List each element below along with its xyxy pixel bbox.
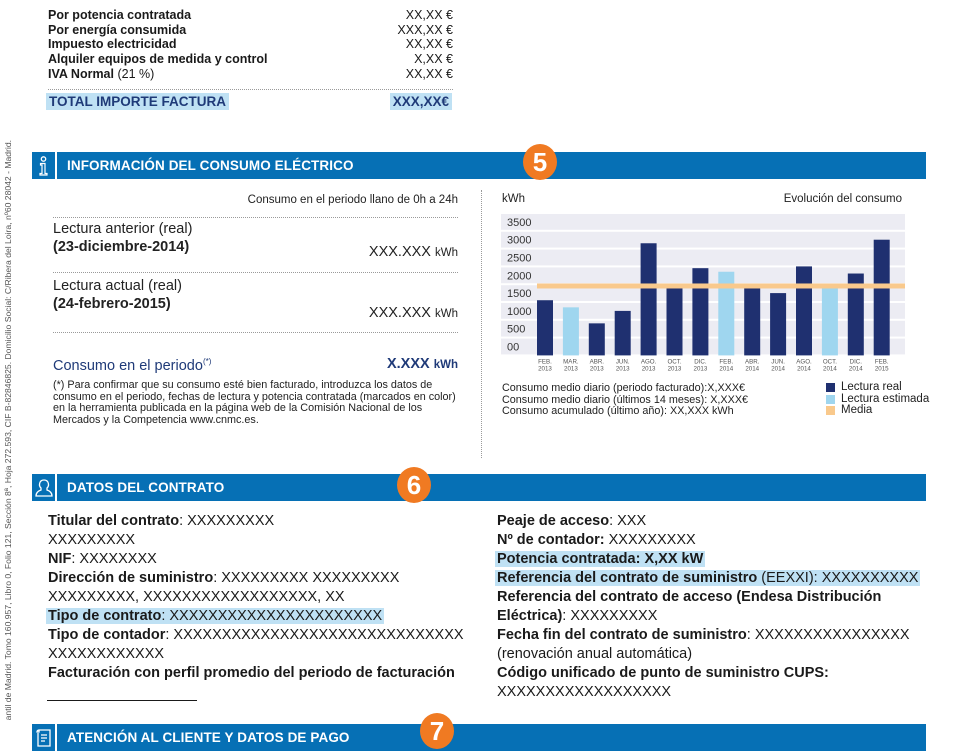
legend-item-real: Lectura real [826,382,929,394]
x-tick-label: MAR. 2013 [563,358,579,373]
chart-title: Evolución del consumo [783,193,902,205]
summary-label: Impuesto electricidad [48,37,177,51]
x-tick-label: JUN. 2014 [771,358,785,373]
summary-value: XX,XX € [405,67,453,81]
section-title: DATOS DEL CONTRATO [67,480,225,495]
summary-value: XX,XX € [405,37,453,51]
contract-field: XXXXXXXXXXXX [48,646,165,662]
stat-line: Consumo medio diario (periodo facturado):X,XXX€ [502,382,746,394]
y-tick-label: 2500 [507,252,532,265]
divider [47,700,197,701]
contract-field-highlighted: Potencia contratada: X,XX kW [497,551,704,567]
bar [822,288,838,356]
x-tick-label: ABR. 2014 [744,358,760,373]
section-header-consumo [57,152,926,179]
contract-field: Peaje de acceso: XXX [497,513,647,529]
x-tick-label: AGO. 2014 [796,358,812,373]
x-tick-label: DIC. 2013 [693,358,708,373]
contract-field: Facturación con perfil promedio del periodo de facturación [48,665,455,681]
receipt-icon [32,724,55,751]
summary-row [48,8,453,23]
step-badge: 6 [397,467,431,503]
grid-band [501,214,905,230]
x-tick-label: AGO. 2013 [640,358,657,373]
divider [53,332,458,333]
contract-field-highlighted: Tipo de contrato: XXXXXXXXXXXXXXXXXXXXXX [48,608,383,624]
consumption-chart [495,208,910,383]
section-header-atencion [57,724,926,751]
divider [53,272,458,273]
y-tick-label: 3000 [507,234,532,247]
user-icon [32,474,55,501]
summary-label: IVA Normal [48,67,114,81]
legend-swatch [826,395,835,404]
bar [770,293,786,355]
period-consumption-value: X.XXX kWh [386,356,458,372]
summary-label: Por potencia contratada [48,8,192,22]
contract-field-highlighted: Referencia del contrato de suministro (EEXXI): XXXXXXXXXX [497,570,919,586]
y-tick-label: 2000 [507,270,532,283]
divider [53,217,458,218]
bar [563,307,579,355]
chart-ylabel: kWh [502,193,525,205]
contract-field: Código unificado de punto de suministro CUPS: [497,665,829,681]
legend-item-media: Media [826,405,929,417]
summary-row [48,52,453,67]
legend-swatch [826,406,835,415]
y-tick-label: 500 [507,323,526,336]
step-badge: 5 [523,144,557,180]
bar [667,288,683,356]
average-line [537,283,905,288]
contract-field: XXXXXXXXXXXXXXXXXX [497,684,672,700]
summary-label: Por energía consumida [48,23,187,37]
period-note: Consumo en el periodo llano de 0h a 24h [247,194,458,206]
summary-value: X,XX € [414,52,453,66]
bar [874,240,890,356]
contract-field: Nº de contador: XXXXXXXXX [497,532,696,548]
bar [796,266,812,355]
contract-field: Tipo de contador: XXXXXXXXXXXXXXXXXXXXXXXXXXXXXX [48,627,464,643]
previous-reading-label: Lectura anterior (real) (23-diciembre-2014) [53,221,193,255]
bar [692,268,708,355]
current-reading-date: (24-febrero-2015) [53,296,171,312]
summary-row: IVA Normal (21 %) XX,XX € [48,67,453,81]
summary-label: Alquiler equipos de medida y control [48,52,268,66]
legend-item-estimada: Lectura estimada [826,394,929,406]
y-tick-label: 1000 [507,305,532,318]
x-tick-label: FEB. 2014 [719,358,734,373]
section-title: ATENCIÓN AL CLIENTE Y DATOS DE PAGO [67,730,350,745]
total-value: XXX,XX€ [390,93,452,110]
y-tick-label: 1500 [507,288,532,301]
contract-field: (renovación anual automática) [497,646,693,662]
column-divider [481,190,482,458]
x-tick-label: FEB. 2015 [874,358,889,373]
previous-reading-value: XXX.XXX kWh [368,244,458,260]
bar [537,300,553,355]
bar [744,288,760,356]
period-consumption-label: Consumo en el periodo(*) [53,357,212,374]
summary-value: XXX,XX € [397,23,453,37]
x-tick-label: DIC. 2014 [848,358,863,373]
y-tick-label: 00 [507,341,520,354]
x-tick-label: ABR. 2013 [589,358,605,373]
section-header-contrato [57,474,926,501]
contract-field: XXXXXXXXX, XXXXXXXXXXXXXXXXXX, XX [48,589,345,605]
footnote: (*) Para confirmar que su consumo esté bien facturado, introduzca los datos de consumo en el periodo, fechas de lectura y potencia contratada (marcados en color) en la herramienta publicada en la página web de la Comisión Nacional de los Mercados y la Competencia www.cnmc.es. [53,379,456,426]
grid-band [501,232,905,248]
x-tick-label: FEB. 2013 [538,358,552,373]
contract-field: Dirección de suministro: XXXXXXXXX XXXXXXXXX [48,570,400,586]
bar [615,311,631,356]
summary-row [48,23,453,38]
bar [641,243,657,355]
x-tick-label: OCT. 2013 [667,358,682,373]
legend-swatch [826,383,835,392]
x-tick-label: JUN. 2013 [615,358,630,373]
contract-field: Referencia del contrato de acceso (Endesa Distribución [497,589,882,605]
contract-field: Fecha fin del contrato de suministro: XXXXXXXXXXXXXXXX [497,627,910,643]
x-tick-label: OCT. 2014 [822,358,837,373]
current-reading-value: XXX.XXX kWh [368,305,458,321]
grid-band [501,250,905,266]
chart-legend [826,382,929,417]
contract-field: XXXXXXXXX [48,532,136,548]
bar [589,323,605,355]
stat-line: Consumo medio diario (últimos 14 meses): X,XXX€ [502,393,749,406]
legal-registry-text: antil de Madrid. Tomo 160.957, Libro 0, Folio 121, Sección 8ª, Hoja 272.593, CIF B-82846825. Domicilio Social: C/Ribera del Loira, nº60 28042 - Madrid. [3,140,13,721]
stat-line: Consumo acumulado (último año): XX,XXX kWh [502,405,734,418]
section-title: INFORMACIÓN DEL CONSUMO ELÉCTRICO [67,158,354,173]
summary-row [48,37,453,52]
total-label: TOTAL IMPORTE FACTURA [46,93,229,110]
previous-reading-date: (23-diciembre-2014) [53,239,190,255]
contract-field: Titular del contrato: XXXXXXXXX [48,513,275,529]
current-reading-label: Lectura actual (real) (24-febrero-2015) [53,278,182,312]
contract-field: Eléctrica): XXXXXXXXX [497,608,658,624]
y-tick-label: 3500 [507,216,532,229]
contract-field: NIF: XXXXXXXX [48,551,157,567]
step-badge: 7 [420,713,454,749]
summary-value: XX,XX € [405,8,453,22]
chart-stats [502,383,748,418]
divider [48,89,453,90]
info-icon [32,152,55,179]
